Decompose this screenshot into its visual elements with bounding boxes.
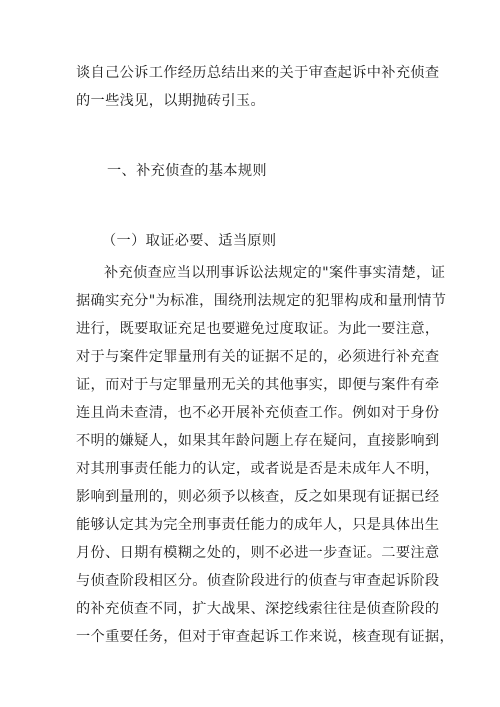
paragraph-line-14: 一个重要任务，但对于审查起诉工作来说，核查现有证据， bbox=[76, 629, 454, 645]
paragraph-line-9: 影响到量刑的，则必须予以核查，反之如果现有证据已经 bbox=[76, 489, 440, 505]
paragraph-line-8: 对其刑事责任能力的认定，或者说是否是未成年人不明， bbox=[76, 461, 440, 477]
section-heading: 一、补充侦查的基本规则 bbox=[107, 163, 267, 179]
paragraph-line-3: 进行，既要取证充足也要避免过度取证。为此一要注意， bbox=[76, 321, 440, 337]
paragraph-line-5: 证，而对于与定罪量刑无关的其他事实，即便与案件有牵 bbox=[76, 377, 440, 393]
intro-line-1: 谈自己公诉工作经历总结出来的关于审查起诉中补充侦查 bbox=[76, 65, 440, 81]
paragraph-line-6: 连且尚未查清，也不必开展补充侦查工作。例如对于身份 bbox=[76, 405, 440, 421]
paragraph-line-4: 对于与案件定罪量刑有关的证据不足的，必须进行补充查 bbox=[76, 349, 440, 365]
intro-line-2: 的一些浅见，以期抛砖引玉。 bbox=[76, 93, 265, 109]
paragraph-line-13: 的补充侦查不同，扩大战果、深挖线索往往是侦查阶段的 bbox=[76, 601, 440, 617]
paragraph-line-1: 补充侦查应当以刑事诉讼法规定的"案件事实清楚，证 bbox=[104, 265, 446, 281]
paragraph-line-2: 据确实充分"为标准，围绕刑法规定的犯罪构成和量刑情节 bbox=[76, 293, 447, 309]
paragraph-line-10: 能够认定其为完全刑事责任能力的成年人，只是具体出生 bbox=[76, 517, 440, 533]
paragraph-line-7: 不明的嫌疑人，如果其年龄问题上存在疑问，直接影响到 bbox=[76, 433, 440, 449]
paragraph-line-12: 与侦查阶段相区分。侦查阶段进行的侦查与审查起诉阶段 bbox=[76, 573, 440, 589]
paragraph-line-11: 月份、日期有模糊之处的，则不必进一步查证。二要注意 bbox=[76, 545, 440, 561]
subsection-heading: （一）取证必要、适当原则 bbox=[102, 233, 277, 249]
